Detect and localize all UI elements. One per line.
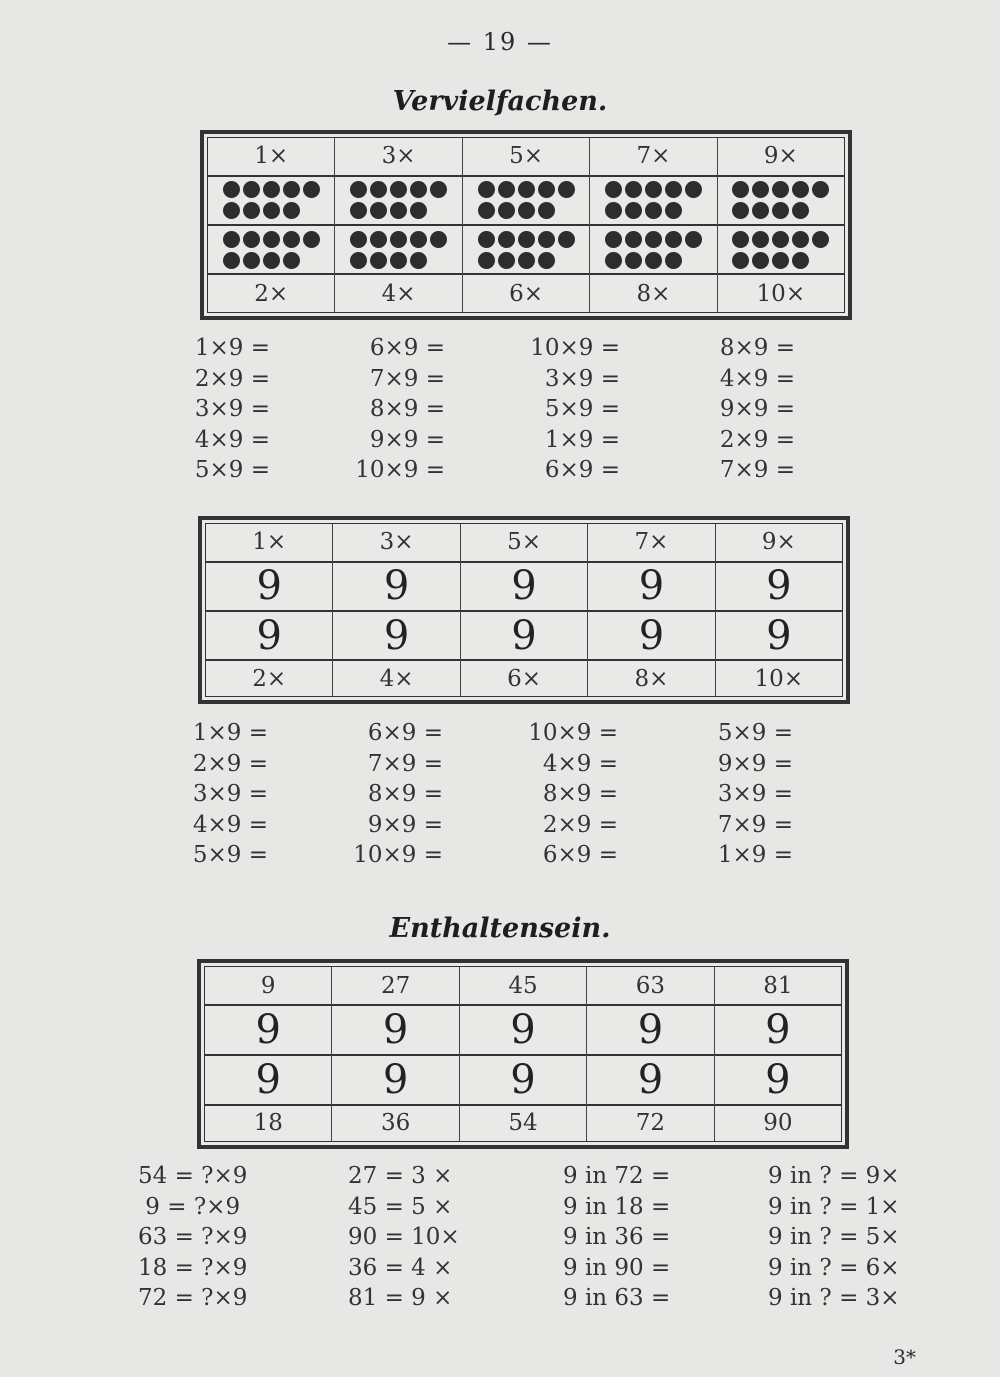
table-column	[588, 524, 715, 696]
table-column	[587, 967, 714, 1141]
dot	[605, 231, 622, 248]
dot	[558, 181, 575, 198]
dot	[772, 202, 789, 219]
column-bottom-label: 10×	[754, 665, 804, 692]
column-top-label: 45	[460, 967, 586, 1006]
digit-cell: 9	[460, 1006, 586, 1056]
equation: 9×9 =	[367, 811, 443, 838]
dot	[350, 181, 367, 198]
dot	[732, 231, 749, 248]
column-top-label: 3×	[335, 138, 461, 177]
dot	[303, 231, 320, 248]
equation: 1×9 =	[194, 335, 270, 361]
dot-cell	[590, 226, 716, 275]
dot-line	[223, 181, 320, 198]
equation-block-1	[180, 333, 880, 486]
dot	[498, 252, 515, 269]
digit-cell: 9	[715, 1056, 841, 1106]
equation: 90 = 10×	[348, 1224, 460, 1250]
dot	[625, 252, 642, 269]
table-column	[335, 138, 462, 312]
column-bottom-label: 36	[380, 1110, 411, 1137]
dot	[370, 181, 387, 198]
equation: 36 = 4 ×	[348, 1254, 453, 1281]
equation: 7×9 =	[367, 750, 443, 777]
dot-group	[223, 181, 320, 219]
equation: 9 in 36 =	[563, 1224, 671, 1250]
dot	[812, 181, 829, 198]
equation: 8×9 =	[719, 335, 795, 361]
equation-column	[180, 333, 270, 486]
dot	[645, 181, 662, 198]
dot	[792, 181, 809, 198]
equation: 10×9 =	[528, 720, 618, 746]
equation: 5×9 =	[544, 396, 620, 422]
heading-multiply: Vervielfachen.	[392, 86, 608, 117]
equation-column	[355, 333, 445, 486]
equation: 8×9 =	[367, 781, 443, 807]
dot-line	[478, 252, 555, 269]
dot-cell	[590, 177, 716, 226]
dot	[223, 202, 240, 219]
dot-group	[732, 181, 829, 219]
equation: 6×9 =	[542, 842, 618, 868]
equation: 9 in 90 =	[563, 1254, 671, 1281]
equation: 9 in ? = 9×	[768, 1163, 900, 1189]
dot	[303, 181, 320, 198]
dot	[665, 231, 682, 248]
equation: 3×9 =	[192, 781, 268, 807]
equation: 3×9 =	[717, 781, 793, 807]
dot-line	[478, 202, 555, 219]
dot	[558, 231, 575, 248]
dot	[625, 231, 642, 248]
equation: 7×9 =	[719, 457, 795, 483]
dot-line	[350, 231, 447, 248]
digit-cell: 9	[588, 563, 714, 612]
equation-column	[353, 718, 443, 871]
column-top-label: 9×	[716, 524, 842, 563]
equation: 9 in ? = 5×	[768, 1224, 900, 1250]
dot-line	[478, 231, 575, 248]
dot	[645, 252, 662, 269]
equation-column	[348, 1161, 563, 1314]
digit-cell: 9	[587, 1006, 713, 1056]
dot	[478, 231, 495, 248]
equation-column	[178, 718, 268, 871]
dot	[370, 231, 387, 248]
dot	[732, 181, 749, 198]
equation: 7×9 =	[369, 365, 445, 392]
dot	[410, 202, 427, 219]
dot-line	[350, 181, 447, 198]
dot-line	[223, 231, 320, 248]
equation: 1×9 =	[192, 720, 268, 746]
table-column	[332, 967, 459, 1141]
equation-column	[768, 1161, 928, 1314]
dot-group	[350, 231, 447, 269]
dot	[263, 181, 280, 198]
column-bottom-label: 8×	[636, 280, 671, 307]
column-bottom-label: 54	[508, 1110, 538, 1137]
dot	[223, 231, 240, 248]
column-bottom-label: 72	[635, 1110, 666, 1137]
digit-cell: 9	[332, 1006, 458, 1056]
equation: 10×9 =	[355, 457, 445, 483]
equation: 5×9 =	[192, 842, 268, 868]
equation: 54 = ?×9	[138, 1163, 248, 1189]
page-number: — 19 —	[447, 28, 553, 56]
column-bottom-label: 90	[763, 1110, 793, 1137]
equation: 9 in 63 =	[563, 1285, 671, 1311]
equation: 45 = 5 ×	[348, 1193, 453, 1220]
equation: 63 = ?×9	[138, 1224, 248, 1250]
dot	[478, 181, 495, 198]
dot	[243, 181, 260, 198]
dot	[498, 231, 515, 248]
dot	[498, 181, 515, 198]
digit-cell: 9	[206, 563, 332, 612]
dot-cell	[208, 177, 334, 226]
dot-group	[605, 181, 702, 219]
equation-column	[703, 718, 793, 871]
digit-cell: 9	[587, 1056, 713, 1106]
table-column	[590, 138, 717, 312]
column-top-label: 1×	[208, 138, 334, 177]
dot	[645, 231, 662, 248]
dot	[665, 181, 682, 198]
equation: 5×9 =	[194, 457, 270, 483]
dot	[752, 202, 769, 219]
dot-line	[605, 231, 702, 248]
equation: 6×9 =	[367, 720, 443, 746]
column-bottom-label: 6×	[507, 665, 541, 692]
digit-cell: 9	[206, 612, 332, 661]
dot	[792, 231, 809, 248]
equation: 9×9 =	[717, 750, 793, 777]
column-bottom-label: 10×	[756, 280, 806, 307]
dot	[732, 252, 749, 269]
digit-cell: 9	[461, 563, 587, 612]
equation: 2×9 =	[719, 426, 795, 453]
equation: 3×9 =	[194, 396, 270, 422]
equation: 9 in ? = 3×	[768, 1285, 900, 1311]
equation: 5×9 =	[717, 720, 793, 746]
equation: 2×9 =	[194, 365, 270, 392]
dot-line	[732, 181, 829, 198]
dot-group	[478, 181, 575, 219]
dot	[732, 202, 749, 219]
dot-cell	[335, 177, 461, 226]
table-column	[718, 138, 844, 312]
dot-cell	[718, 177, 844, 226]
dot-group	[350, 181, 447, 219]
equation: 1×9 =	[544, 426, 620, 453]
dot	[283, 231, 300, 248]
dot	[685, 181, 702, 198]
equation: 18 = ?×9	[138, 1254, 248, 1281]
digit-cell: 9	[716, 612, 842, 661]
equation: 2×9 =	[192, 750, 268, 777]
dot	[772, 252, 789, 269]
table-column	[463, 138, 590, 312]
dot	[518, 181, 535, 198]
dot-cell	[463, 226, 589, 275]
dot-group	[478, 231, 575, 269]
digit-cell: 9	[205, 1056, 331, 1106]
table-column	[461, 524, 588, 696]
equation-column	[528, 718, 618, 871]
dot-line	[605, 181, 702, 198]
dot	[538, 202, 555, 219]
digit-cell: 9	[461, 612, 587, 661]
column-bottom-label: 4×	[381, 280, 416, 307]
dot	[518, 202, 535, 219]
equation: 10×9 =	[353, 842, 443, 868]
dot	[538, 231, 555, 248]
equation: 9 = ?×9	[138, 1193, 241, 1220]
column-top-label: 27	[332, 967, 458, 1006]
dot	[478, 202, 495, 219]
dot	[350, 252, 367, 269]
equation: 8×9 =	[369, 396, 445, 422]
dot	[772, 231, 789, 248]
column-top-label: 81	[715, 967, 841, 1006]
column-bottom-label: 6×	[509, 280, 543, 307]
dot	[625, 202, 642, 219]
dot-group	[605, 231, 702, 269]
heading-contain: Enthaltensein.	[389, 913, 611, 944]
column-top-label: 5×	[461, 524, 587, 563]
dot	[478, 252, 495, 269]
dot	[538, 181, 555, 198]
dot	[223, 252, 240, 269]
digit-cell: 9	[588, 612, 714, 661]
dot	[498, 202, 515, 219]
dot	[223, 181, 240, 198]
dot	[370, 202, 387, 219]
dot	[263, 231, 280, 248]
dot	[370, 252, 387, 269]
dot-table	[200, 130, 852, 320]
equation: 4×9 =	[194, 426, 270, 453]
equation-column	[563, 1161, 768, 1314]
digit-cell: 9	[333, 563, 459, 612]
column-top-label: 9×	[718, 138, 844, 177]
column-top-label: 5×	[463, 138, 589, 177]
equation: 9×9 =	[369, 426, 445, 453]
dot	[752, 181, 769, 198]
dot	[792, 252, 809, 269]
dot	[665, 202, 682, 219]
dot-cell	[463, 177, 589, 226]
dot-line	[605, 252, 682, 269]
dot	[772, 181, 789, 198]
column-bottom-label: 18	[253, 1110, 283, 1137]
dot	[645, 202, 662, 219]
dot	[350, 231, 367, 248]
column-bottom-label: 2×	[252, 665, 287, 692]
digit-cell: 9	[333, 612, 459, 661]
dot	[625, 181, 642, 198]
digit-cell: 9	[460, 1056, 586, 1106]
equation: 9 in ? = 1×	[768, 1193, 900, 1220]
dot	[685, 231, 702, 248]
dot-cell	[718, 226, 844, 275]
dot	[243, 202, 260, 219]
dot-line	[223, 252, 300, 269]
dot	[283, 181, 300, 198]
dot-line	[732, 252, 809, 269]
dot-line	[350, 202, 427, 219]
dot	[390, 231, 407, 248]
table-column	[715, 967, 841, 1141]
column-top-label: 9	[205, 967, 331, 1006]
dot	[243, 231, 260, 248]
dot	[390, 181, 407, 198]
dot	[263, 252, 280, 269]
column-bottom-label: 8×	[634, 665, 669, 692]
dot	[538, 252, 555, 269]
dot	[283, 252, 300, 269]
equation: 9×9 =	[719, 396, 795, 422]
dot-group	[223, 231, 320, 269]
dot	[410, 231, 427, 248]
digit-cell: 9	[715, 1006, 841, 1056]
equation: 4×9 =	[719, 365, 795, 392]
table-column	[460, 967, 587, 1141]
dot	[752, 252, 769, 269]
dot	[752, 231, 769, 248]
column-top-label: 3×	[333, 524, 459, 563]
division-table	[197, 959, 849, 1149]
equation: 4×9 =	[192, 811, 268, 838]
column-top-label: 7×	[590, 138, 716, 177]
equation: 6×9 =	[369, 335, 445, 361]
dot	[283, 202, 300, 219]
digit-cell: 9	[205, 1006, 331, 1056]
table-column	[333, 524, 460, 696]
dot-line	[732, 202, 809, 219]
equation-column	[138, 1161, 348, 1314]
dot	[430, 181, 447, 198]
dot-line	[478, 181, 575, 198]
column-top-label: 7×	[588, 524, 714, 563]
equation: 72 = ?×9	[138, 1285, 248, 1311]
equation: 3×9 =	[544, 365, 620, 392]
dot	[390, 202, 407, 219]
dot-line	[605, 202, 682, 219]
equation: 27 = 3 ×	[348, 1163, 453, 1189]
dot-cell	[208, 226, 334, 275]
dot-group	[732, 231, 829, 269]
dot	[605, 252, 622, 269]
dot	[518, 252, 535, 269]
nine-table	[198, 516, 850, 704]
table-column	[716, 524, 842, 696]
dot-line	[223, 202, 300, 219]
dot	[390, 252, 407, 269]
equation: 8×9 =	[542, 781, 618, 807]
dot	[605, 202, 622, 219]
equation: 81 = 9 ×	[348, 1285, 453, 1311]
equation-column	[530, 333, 620, 486]
table-column	[208, 138, 335, 312]
column-top-label: 1×	[206, 524, 332, 563]
dot	[518, 231, 535, 248]
dot-line	[732, 231, 829, 248]
equation-column	[705, 333, 795, 486]
column-bottom-label: 4×	[379, 665, 414, 692]
dot	[430, 231, 447, 248]
dot-line	[350, 252, 427, 269]
equation-block-3	[138, 1161, 928, 1314]
dot	[263, 202, 280, 219]
equation: 9 in 18 =	[563, 1193, 671, 1220]
column-top-label: 63	[587, 967, 713, 1006]
equation: 1×9 =	[717, 842, 793, 868]
dot	[665, 252, 682, 269]
equation: 9 in 72 =	[563, 1163, 671, 1189]
dot	[243, 252, 260, 269]
column-bottom-label: 2×	[254, 280, 289, 307]
dot	[792, 202, 809, 219]
signature-mark: 3*	[893, 1345, 916, 1369]
dot	[812, 231, 829, 248]
equation-block-2	[178, 718, 878, 871]
equation: 10×9 =	[530, 335, 620, 361]
equation: 6×9 =	[544, 457, 620, 483]
equation: 9 in ? = 6×	[768, 1254, 900, 1281]
table-column	[205, 967, 332, 1141]
equation: 2×9 =	[542, 811, 618, 838]
dot	[350, 202, 367, 219]
digit-cell: 9	[332, 1056, 458, 1106]
table-column	[206, 524, 333, 696]
dot-cell	[335, 226, 461, 275]
dot	[410, 252, 427, 269]
dot	[605, 181, 622, 198]
digit-cell: 9	[716, 563, 842, 612]
equation: 7×9 =	[717, 811, 793, 838]
dot	[410, 181, 427, 198]
equation: 4×9 =	[542, 750, 618, 777]
